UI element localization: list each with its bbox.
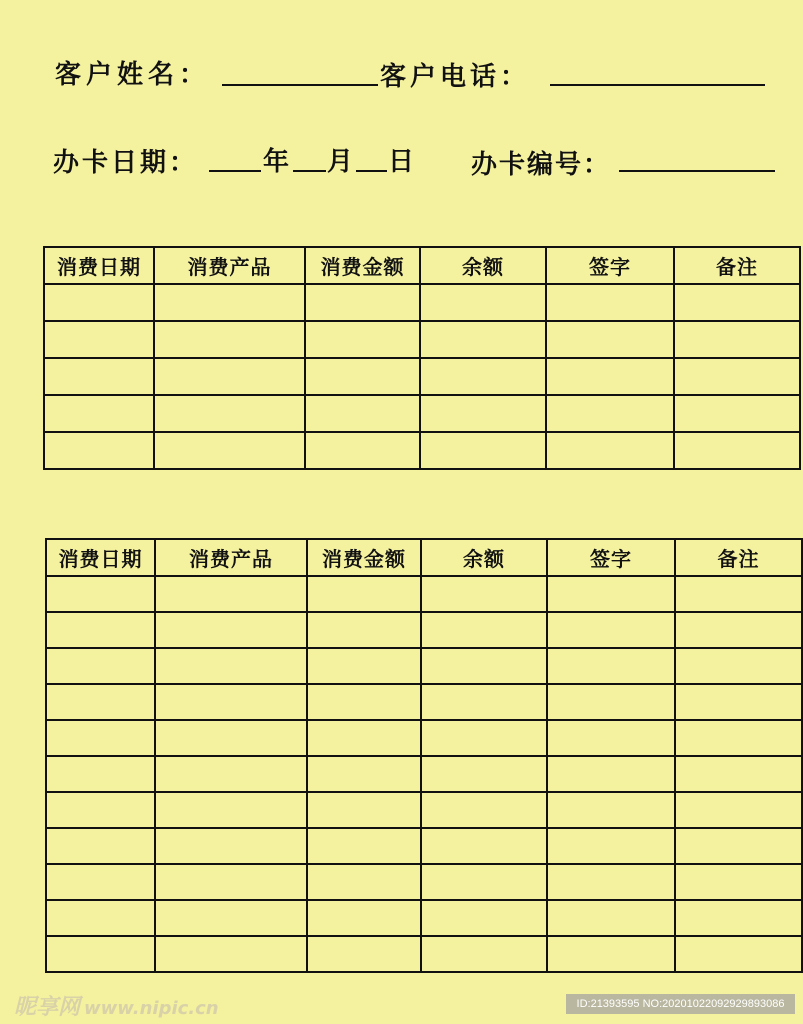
column-header: 消费金额 — [305, 247, 420, 284]
table-cell[interactable] — [547, 864, 675, 900]
table-cell[interactable] — [421, 936, 547, 972]
table-cell[interactable] — [675, 720, 802, 756]
table-cell[interactable] — [307, 900, 421, 936]
table-cell[interactable] — [675, 684, 802, 720]
table-cell[interactable] — [547, 756, 675, 792]
table-row — [46, 720, 802, 756]
table-cell[interactable] — [546, 395, 674, 432]
table-cell[interactable] — [421, 900, 547, 936]
table-cell[interactable] — [421, 576, 547, 612]
table-row — [46, 612, 802, 648]
table-cell[interactable] — [420, 395, 546, 432]
table-cell[interactable] — [547, 936, 675, 972]
table-cell[interactable] — [421, 648, 547, 684]
customer-phone-label: 客户电话： — [380, 62, 531, 92]
table-cell[interactable] — [307, 864, 421, 900]
table-cell[interactable] — [155, 828, 307, 864]
table-cell[interactable] — [421, 864, 547, 900]
table-cell[interactable] — [44, 321, 154, 358]
table-row — [46, 792, 802, 828]
table-cell[interactable] — [420, 321, 546, 358]
table-cell[interactable] — [307, 756, 421, 792]
image-id-watermark: ID:21393595 NO:20201022092929893086 — [566, 994, 795, 1014]
table-cell[interactable] — [307, 648, 421, 684]
table-cell[interactable] — [46, 612, 155, 648]
table-cell[interactable] — [155, 792, 307, 828]
table-cell[interactable] — [421, 684, 547, 720]
column-header: 备注 — [675, 539, 802, 576]
table-cell[interactable] — [46, 648, 155, 684]
table-cell[interactable] — [420, 284, 546, 321]
table-cell[interactable] — [547, 792, 675, 828]
table-cell[interactable] — [421, 792, 547, 828]
table-cell[interactable] — [307, 720, 421, 756]
table-cell[interactable] — [307, 936, 421, 972]
consumption-table-1 — [43, 246, 801, 470]
table-cell[interactable] — [674, 432, 800, 469]
table-cell[interactable] — [307, 576, 421, 612]
column-header: 消费日期 — [46, 539, 155, 576]
table-cell[interactable] — [674, 284, 800, 321]
column-header: 签字 — [546, 247, 674, 284]
table-cell[interactable] — [46, 792, 155, 828]
table-cell[interactable] — [307, 684, 421, 720]
table-cell[interactable] — [46, 936, 155, 972]
table-cell[interactable] — [307, 828, 421, 864]
table-cell[interactable] — [155, 936, 307, 972]
table-cell[interactable] — [154, 321, 305, 358]
table-cell[interactable] — [155, 684, 307, 720]
table-cell[interactable] — [305, 395, 420, 432]
table-cell[interactable] — [305, 284, 420, 321]
table-header — [46, 539, 802, 576]
watermark-logo: 昵享网 — [14, 995, 81, 1020]
table-cell[interactable] — [547, 900, 675, 936]
table-row — [46, 828, 802, 864]
table-cell[interactable] — [155, 612, 307, 648]
table-cell[interactable] — [547, 576, 675, 612]
customer-name-field[interactable] — [222, 60, 378, 86]
column-header: 消费日期 — [44, 247, 154, 284]
consumption-table-2 — [45, 538, 803, 973]
table-cell[interactable] — [305, 321, 420, 358]
table-cell[interactable] — [46, 576, 155, 612]
column-header: 余额 — [420, 247, 546, 284]
table-cell[interactable] — [674, 321, 800, 358]
table-row — [46, 684, 802, 720]
table-row — [44, 358, 800, 395]
table-cell[interactable] — [154, 284, 305, 321]
card-year-field[interactable] — [209, 146, 261, 172]
table-cell[interactable] — [420, 432, 546, 469]
column-header: 余额 — [421, 539, 547, 576]
table-cell[interactable] — [547, 684, 675, 720]
table-cell[interactable] — [305, 432, 420, 469]
table-cell[interactable] — [155, 864, 307, 900]
card-month-field[interactable] — [293, 146, 326, 172]
table-cell[interactable] — [307, 612, 421, 648]
table-cell[interactable] — [675, 828, 802, 864]
table-cell[interactable] — [675, 936, 802, 972]
table-row — [44, 284, 800, 321]
table-cell[interactable] — [421, 756, 547, 792]
table-cell[interactable] — [420, 358, 546, 395]
column-header: 签字 — [547, 539, 675, 576]
table-cell[interactable] — [675, 612, 802, 648]
table-cell[interactable] — [46, 864, 155, 900]
table-cell[interactable] — [675, 864, 802, 900]
table-body — [46, 576, 802, 972]
card-number-label: 办卡编号： — [471, 150, 612, 180]
table-cell[interactable] — [305, 358, 420, 395]
table-cell[interactable] — [154, 358, 305, 395]
table-header — [44, 247, 800, 284]
year-label: 年 — [263, 147, 290, 177]
table-cell[interactable] — [675, 576, 802, 612]
table-row — [44, 395, 800, 432]
table-cell[interactable] — [155, 648, 307, 684]
table-cell[interactable] — [675, 648, 802, 684]
customer-phone-field[interactable] — [550, 60, 765, 86]
table-row — [46, 576, 802, 612]
table-row — [44, 321, 800, 358]
table-cell[interactable] — [46, 720, 155, 756]
table-cell[interactable] — [675, 792, 802, 828]
table-cell[interactable] — [46, 828, 155, 864]
table-cell[interactable] — [421, 828, 547, 864]
table-cell[interactable] — [421, 720, 547, 756]
table-cell[interactable] — [547, 648, 675, 684]
table-cell[interactable] — [546, 321, 674, 358]
table-body — [44, 284, 800, 469]
table-cell[interactable] — [44, 432, 154, 469]
table-cell[interactable] — [155, 900, 307, 936]
table-cell[interactable] — [547, 612, 675, 648]
table-cell[interactable] — [155, 720, 307, 756]
column-header: 消费产品 — [154, 247, 305, 284]
table-cell[interactable] — [44, 284, 154, 321]
table-cell[interactable] — [44, 358, 154, 395]
table-cell[interactable] — [154, 395, 305, 432]
customer-name-label: 客户姓名： — [55, 60, 211, 90]
column-header: 消费产品 — [155, 539, 307, 576]
table-row — [46, 900, 802, 936]
column-header: 备注 — [674, 247, 800, 284]
table-row — [46, 936, 802, 972]
site-watermark — [14, 990, 219, 1021]
month-label: 月 — [327, 147, 354, 177]
table-row — [46, 756, 802, 792]
card-day-field[interactable] — [356, 146, 387, 172]
card-date-label: 办卡日期： — [53, 148, 199, 178]
table-cell[interactable] — [155, 576, 307, 612]
table-row — [46, 864, 802, 900]
table-cell[interactable] — [547, 720, 675, 756]
table-cell[interactable] — [546, 358, 674, 395]
table-cell[interactable] — [46, 756, 155, 792]
table-cell[interactable] — [155, 756, 307, 792]
table-cell[interactable] — [546, 432, 674, 469]
table-cell[interactable] — [547, 828, 675, 864]
card-number-field[interactable] — [619, 146, 775, 172]
table-cell[interactable] — [675, 756, 802, 792]
table-cell[interactable] — [44, 395, 154, 432]
table-cell[interactable] — [674, 358, 800, 395]
day-label: 日 — [388, 147, 415, 177]
table-cell[interactable] — [46, 684, 155, 720]
watermark-url: www.nipic.cn — [84, 998, 219, 1019]
table-row — [46, 648, 802, 684]
table-row — [44, 432, 800, 469]
table-cell[interactable] — [46, 900, 155, 936]
table-cell[interactable] — [154, 432, 305, 469]
column-header: 消费金额 — [307, 539, 421, 576]
table-cell[interactable] — [546, 284, 674, 321]
table-cell[interactable] — [421, 612, 547, 648]
table-cell[interactable] — [674, 395, 800, 432]
table-cell[interactable] — [675, 900, 802, 936]
table-cell[interactable] — [307, 792, 421, 828]
